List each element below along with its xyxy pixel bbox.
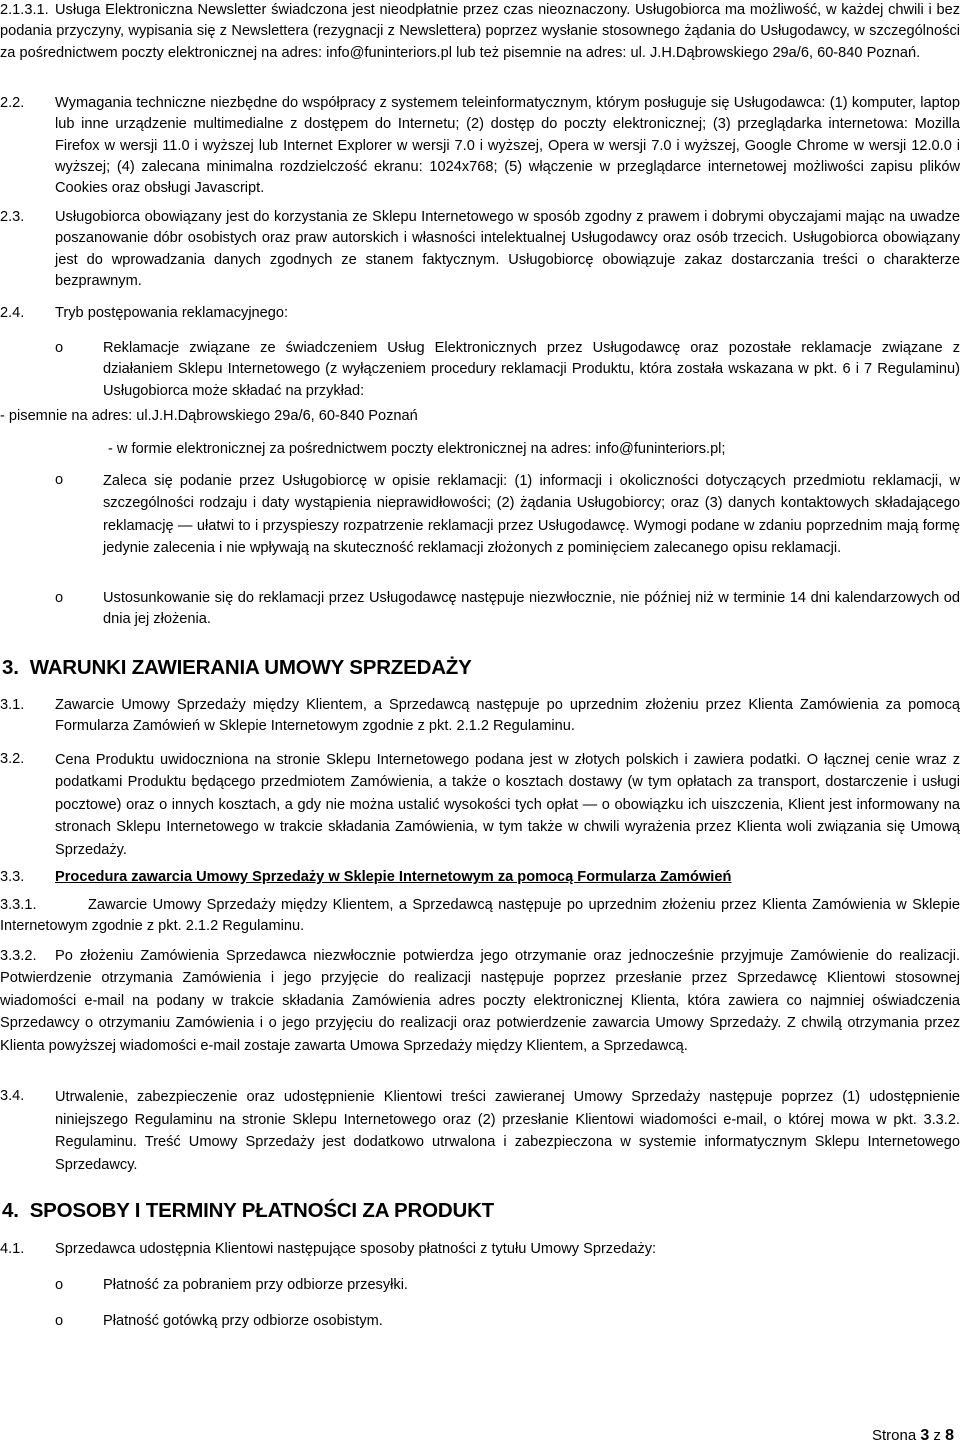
para-number: 3.4. xyxy=(0,1088,25,1104)
bullet-circle-icon: o xyxy=(55,590,64,606)
para-number: 2.2. xyxy=(0,95,25,111)
para-text: Zawarcie Umowy Sprzedaży między Klientem, a Sprzedawcą następuje po uprzednim złożeniu przez Klienta Zamówienia za pomocą Formularza Zamówień w Sklepie Internetowym zgodnie z pkt. 2.1.2 Regulaminu. xyxy=(55,697,960,735)
para-text: Utrwalenie, zabezpieczenie oraz udostępnienie Klientowi treści zawieranej Umowy Sprzedaży następuje poprzez (1) udostępnienie niniejszego Regulaminu na stronie Sklepu Internetowego oraz (2) przesłanie Klientowi wiadomości e-mail, o której mowa w pkt. 3.3.2. Regulaminu. Treść Umowy Sprzedaży jest dodatkowo utrwalona i zabezpieczona w systemie informatycznym Sklepu Internetowego Sprzedawcy. xyxy=(55,1089,960,1173)
para-2-1-3-1 xyxy=(0,0,960,86)
page-total: 8 xyxy=(945,1427,954,1444)
bullet-circle-icon: o xyxy=(55,472,64,488)
bullet-circle-icon: o xyxy=(55,1313,64,1329)
para-text: Sprzedawca udostępnia Klientowi następujące sposoby płatności z tytułu Umowy Sprzedaży: xyxy=(55,1241,657,1257)
para-number: 2.4. xyxy=(0,305,25,321)
para-number: 3.2. xyxy=(0,751,25,767)
para-text: Po złożeniu Zamówienia Sprzedawca niezwłocznie potwierdza jego otrzymanie oraz jednocześnie przyjmuje Zamówienie do realizacji. Potwierdzenie otrzymania Zamówienia i jego przyjęcie do realizacji następuje poprzez przesłanie przez Sprzedawcę Klientowi stosownej wiadomości e-mail na podany w trakcie składania Zamówienia adres poczty elektronicznej Klienta, która zawiera co najmniej oświadczenia Sprzedawcy o otrzymaniu Zamówienia i o jego przyjęciu do realizacji oraz potwierdzenie zawarcia Umowy Sprzedaży. Z chwilą otrzymania przez Klienta powyższej wiadomości e-mail zostaje zawarta Umowa Sprzedaży między Klientem, a Sprzedawcą. xyxy=(0,948,960,1054)
page-footer xyxy=(872,1427,954,1445)
para-text: Usługobiorca obowiązany jest do korzystania ze Sklepu Internetowego w sposób zgodny z prawem i dobrymi obyczajami mając na uwadze poszanowanie dóbr osobistych oraz praw autorskich i własności intelektualnej Usługodawcy oraz osób trzecich. Usługobiorca obowiązany jest do wprowadzania danych zgodnych ze stanem faktycznym. Usługobiorcę obowiązuje zakaz dostarczania treści o charakterze bezprawnym. xyxy=(55,209,960,289)
page-label: Strona xyxy=(871,1427,921,1444)
para-title: Procedura zawarcia Umowy Sprzedaży w Sklepie Internetowym za pomocą Formularza Zamówień xyxy=(55,869,732,885)
para-3-3-1 xyxy=(0,895,960,938)
section-heading-3: 3. WARUNKI ZAWIERANIA UMOWY SPRZEDAŻY xyxy=(2,656,472,679)
section-heading-4: 4. SPOSOBY I TERMINY PŁATNOŚCI ZA PRODUKT xyxy=(2,1199,495,1222)
para-3-3-2 xyxy=(0,945,960,1057)
para-number: 4.1. xyxy=(0,1241,25,1257)
payment-option-cod: Płatność za pobraniem przy odbiorze przesyłki. xyxy=(103,1277,408,1293)
page-number: 3 xyxy=(920,1427,930,1444)
para-number: 3.3.2. xyxy=(0,948,37,964)
payment-option-cash: Płatność gotówką przy odbiorze osobistym. xyxy=(103,1313,383,1329)
para-number: 3.3.1. xyxy=(0,897,37,913)
bullet-circle-icon: o xyxy=(55,340,64,356)
para-text: Usługa Elektroniczna Newsletter świadczona jest nieodpłatnie przez czas nieoznaczony. Usługobiorca ma możliwość, w każdej chwili i bez podania przyczyny, wypisania się z Newslettera (rezygnacji z Newslettera) poprzez wysłanie stosownego żądania do Usługodawcy, w szczególności za pośrednictwem poczty elektronicznej na adres: info@funinteriors.pl lub też pisemnie na adres: ul. J.H.Dąbrowskiego 29a/6, 60-840 Poznań. xyxy=(0,2,960,61)
complaint-dash-postal: - pisemnie na adres: ul.J.H.Dąbrowskiego 29a/6, 60-840 Poznań xyxy=(0,408,418,424)
para-number: 2.1.3.1. xyxy=(0,2,49,18)
para-text: Wymagania techniczne niezbędne do współpracy z systemem teleinformatycznym, którym posługuje się Usługodawca: (1) komputer, laptop lub inne urządzenie multimedialne z dostępem do Internetu; (2) dostęp do poczty elektronicznej; (3) przeglądarka internetowa: Mozilla Firefox w wersji 11.0 i wyższej lub Internet Explorer w wersji 7.0 i wyższej, Opera w wersji 7.0 i wyższej, Google Chrome w wersji 12.0.0 i wyższej; (4) zalecana minimalna rozdzielczość ekranu: 1024x768; (5) włączenie w przeglądarce internetowej możliwości zapisu plików Cookies oraz obsługi Javascript. xyxy=(55,95,960,197)
complaint-bullet-3: Ustosunkowanie się do reklamacji przez Usługodawcę następuje niezwłocznie, nie później niż w terminie 14 dni kalendarzowych od dnia jej złożenia. xyxy=(103,590,960,628)
para-2-4 xyxy=(0,303,960,643)
bullet-circle-icon: o xyxy=(55,1277,64,1293)
para-2-3 xyxy=(0,207,960,297)
complaint-bullet-1: Reklamacje związane ze świadczeniem Usług Elektronicznych przez Usługodawcę oraz pozostałe reklamacje związane z działaniem Sklepu Internetowego (z wyłączeniem procedury reklamacji Produktu, która została wskazana w pkt. 6 i 7 Regulaminu) Usługobiorca może składać na przykład: xyxy=(103,340,960,399)
complaint-dash-email: - w formie elektronicznej za pośrednictwem poczty elektronicznej na adres: info@funinteriors.pl; xyxy=(108,441,726,457)
para-number: 2.3. xyxy=(0,209,25,225)
para-text: Cena Produktu uwidoczniona na stronie Sklepu Internetowego podana jest w złotych polskich i zawiera podatki. O łącznej cenie wraz z podatkami Produktu będącego przedmiotem Zamówienia, a także o kosztach dostawy (w tym opłatach za transport, dostarczenie i usługi pocztowe) oraz o innych kosztach, a gdy nie można ustalić wysokości tych opłat — o obowiązku ich uiszczenia, Klient jest informowany na stronach Sklepu Internetowego w trakcie składania Zamówienia, w tym także w chwili wyrażenia przez Klienta woli związania się Umową Sprzedaży. xyxy=(55,752,960,858)
page-sep: z xyxy=(929,1427,946,1444)
para-text: Tryb postępowania reklamacyjnego: xyxy=(55,305,289,321)
para-number: 3.3. xyxy=(0,869,25,885)
complaint-bullet-2: Zaleca się podanie przez Usługobiorcę w opisie reklamacji: (1) informacji i okoliczności dotyczących przedmiotu reklamacji, w szczególności rodzaju i daty wystąpienia nieprawidłowości; (2) żądania Usługobiorcy; oraz (3) danych kontaktowych składającego reklamację — ułatwi to i przyspieszy rozpatrzenie reklamacji przez Usługodawcę. Wymogi podane w zdaniu poprzednim mają formę jedynie zalecenia i nie wpływają na skuteczność reklamacji złożonych z pominięciem zalecanego opisu reklamacji. xyxy=(103,473,960,557)
para-2-2 xyxy=(0,93,960,203)
para-number: 3.1. xyxy=(0,697,25,713)
para-text: Zawarcie Umowy Sprzedaży między Klientem, a Sprzedawcą następuje po uprzednim złożeniu przez Klienta Zamówienia w Sklepie Internetowym zgodnie z pkt. 2.1.2 Regulaminu. xyxy=(0,897,960,935)
